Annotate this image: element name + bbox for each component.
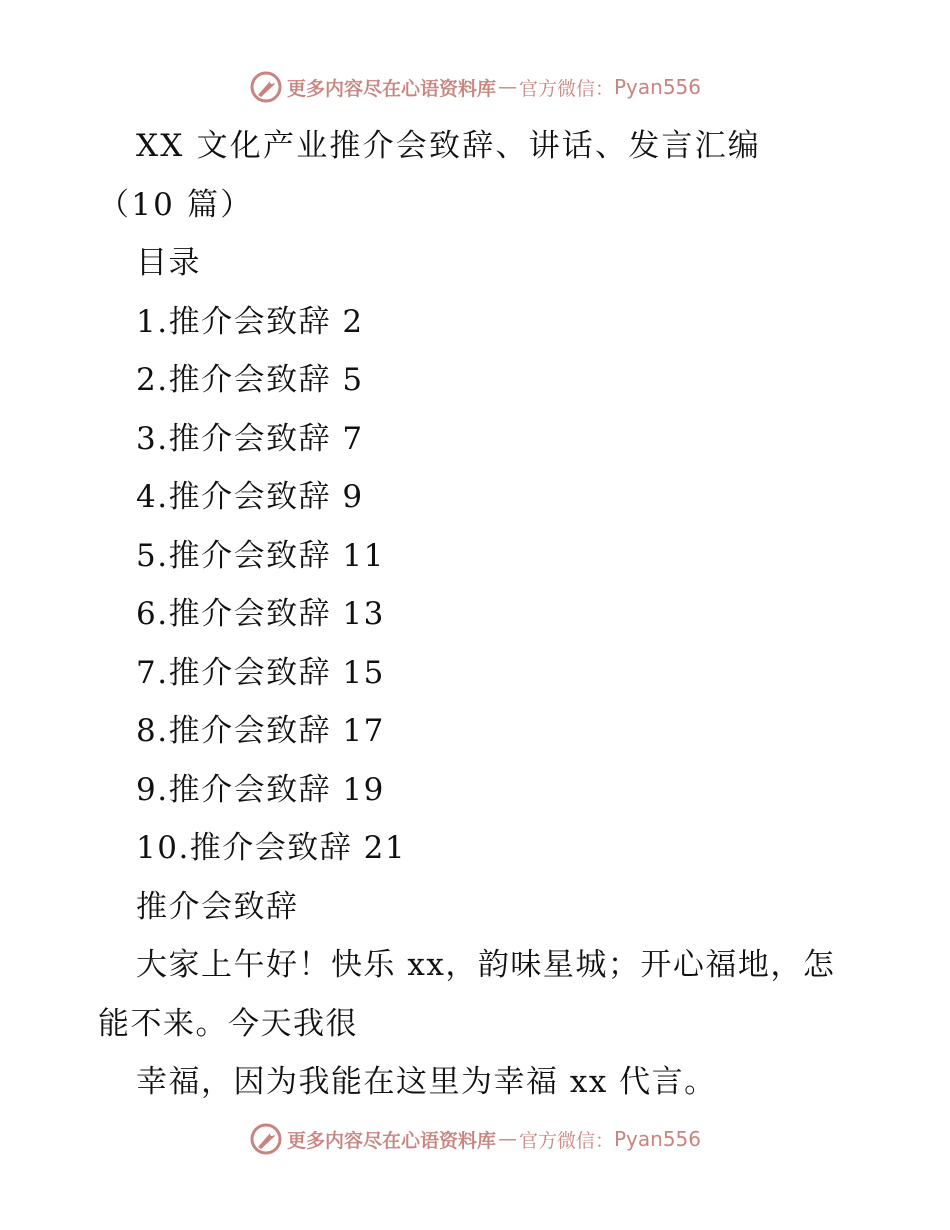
toc-item: 7.推介会致辞 15 (136, 654, 385, 691)
document-body (98, 117, 838, 1112)
toc-item: 9.推介会致辞 19 (136, 771, 385, 808)
document-title: XX 文化产业推介会致辞、讲话、发言汇编（10 篇） (98, 128, 761, 223)
watermark-separator: — (497, 76, 517, 98)
pen-nib-circle-icon (249, 70, 283, 104)
watermark-main-text: 更多内容尽在心语资料库 (286, 77, 496, 100)
section-heading: 推介会致辞 (136, 888, 299, 925)
toc-heading: 目录 (136, 245, 201, 281)
toc-item: 3.推介会致辞 7 (136, 420, 364, 457)
watermark-wechat-id: Pyan556 (614, 1127, 702, 1151)
pen-nib-circle-icon (249, 1122, 283, 1156)
toc-item: 6.推介会致辞 13 (136, 596, 385, 632)
watermark-wechat-id: Pyan556 (614, 75, 702, 99)
header-watermark (0, 70, 950, 104)
toc-item: 1.推介会致辞 2 (136, 303, 364, 340)
watermark-separator: — (497, 1128, 517, 1150)
toc-item: 8.推介会致辞 17 (136, 713, 385, 749)
toc-item: 4.推介会致辞 9 (136, 479, 364, 515)
watermark-official-label: 官方微信： (518, 1129, 614, 1152)
body-paragraph: 幸福，因为我能在这里为幸福 xx 代言。 (136, 1064, 717, 1100)
toc-item: 10.推介会致辞 21 (136, 830, 407, 866)
toc-item: 5.推介会致辞 11 (136, 537, 385, 574)
toc-item: 2.推介会致辞 5 (136, 362, 364, 398)
watermark-main-text: 更多内容尽在心语资料库 (286, 1129, 496, 1152)
watermark-official-label: 官方微信： (518, 77, 614, 100)
body-paragraph: 大家上午好！快乐 xx，韵味星城；开心福地，怎能不来。今天我很 (98, 947, 836, 1042)
footer-watermark (0, 1122, 950, 1156)
